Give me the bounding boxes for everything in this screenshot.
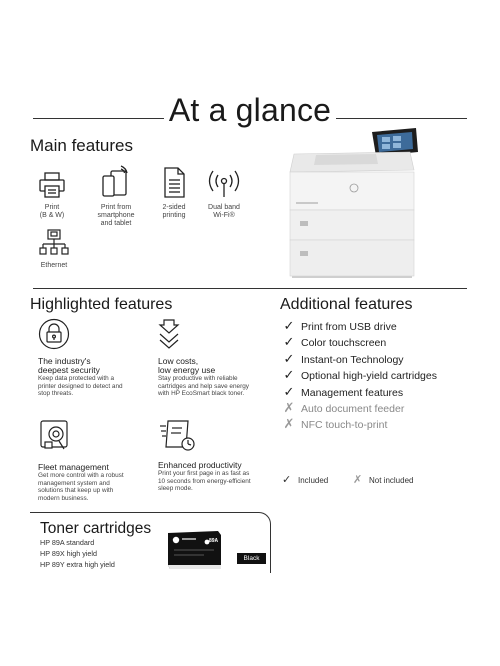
printer-icon xyxy=(37,170,67,200)
additional-item-label: NFC touch-to-print xyxy=(301,419,388,431)
feature-wifi xyxy=(194,168,254,220)
feature-label: Ethernet xyxy=(40,262,68,269)
additional-item-label: Optional high-yield cartridges xyxy=(301,370,437,382)
highlight-desc: Stay productive with reliable cartridges and help save energy with HP EcoSmart black toner. xyxy=(158,375,249,398)
toner-box-label: 89A xyxy=(209,538,219,544)
fast-first-page-icon xyxy=(158,418,196,452)
highlight-title: Enhanced productivity xyxy=(158,460,242,470)
feature-label: 2-sided printing xyxy=(162,204,186,219)
additional-item-label: Color touchscreen xyxy=(301,337,387,349)
check-icon: ✓ xyxy=(283,384,295,399)
document-icon xyxy=(159,165,189,200)
touchscreen-panel xyxy=(372,128,418,156)
cross-icon: ✗ xyxy=(283,400,295,415)
additional-item xyxy=(282,351,404,367)
wifi-signal-icon xyxy=(206,168,242,200)
legend-included xyxy=(282,474,328,487)
check-icon: ✓ xyxy=(283,351,295,366)
toner-line: HP 89A standard xyxy=(40,538,95,547)
highlight-desc: Keep data protected with a printer designed to detect and stop threats. xyxy=(38,375,123,398)
check-icon: ✓ xyxy=(282,474,292,486)
highlight-desc: Print your first page in as fast as 10 seconds from energy-efficient sleep mode. xyxy=(158,470,251,493)
additional-item-label: Print from USB drive xyxy=(301,321,397,333)
additional-item-label: Instant-on Technology xyxy=(301,354,404,366)
device-management-icon xyxy=(38,418,72,452)
additional-item xyxy=(282,384,403,400)
ethernet-network-icon xyxy=(39,228,69,258)
additional-item xyxy=(282,367,437,383)
feature-label: Print (B & W) xyxy=(39,204,65,219)
highlight-title: Fleet management xyxy=(38,462,109,472)
feature-label: Dual band Wi-Fi® xyxy=(208,204,240,219)
cross-icon: ✗ xyxy=(353,474,363,486)
page-title: At a glance xyxy=(168,92,332,128)
lock-icon xyxy=(38,318,70,350)
highlight-security xyxy=(38,318,148,398)
stacked-downward-arrows-icon xyxy=(158,318,180,350)
header-rule-right xyxy=(336,118,467,119)
toner-box-image xyxy=(166,529,223,571)
highlight-title: The industry's deepest security xyxy=(38,356,100,375)
toner-line: HP 89X high yield xyxy=(40,549,98,558)
legend-not-included xyxy=(353,474,413,487)
additional-item-label: Auto document feeder xyxy=(301,403,405,415)
additional-item-label: Management features xyxy=(301,387,404,399)
highlight-costs xyxy=(158,318,273,398)
additional-item xyxy=(282,334,386,350)
highlight-fleet xyxy=(38,418,153,502)
highlighted-features-title: Highlighted features xyxy=(30,296,173,313)
check-icon: ✓ xyxy=(283,334,295,349)
additional-item xyxy=(282,318,397,334)
toner-color-label: Black xyxy=(243,555,260,562)
check-icon: ✓ xyxy=(283,318,295,333)
toner-line: HP 89Y extra high yield xyxy=(40,560,115,569)
main-features-title: Main features xyxy=(30,136,133,155)
feature-ethernet xyxy=(24,228,84,270)
highlight-title: Low costs, low energy use xyxy=(158,356,216,375)
legend-label: Not included xyxy=(369,476,414,485)
check-icon: ✓ xyxy=(283,367,295,382)
legend-label: Included xyxy=(298,476,329,485)
highlight-productivity xyxy=(158,418,276,493)
additional-item xyxy=(282,400,404,416)
additional-features-title: Additional features xyxy=(280,296,413,313)
additional-item xyxy=(282,416,387,432)
feature-label: Print from smartphone and tablet xyxy=(97,204,135,227)
smartphone-tablet-icon xyxy=(99,163,133,200)
feature-mobile xyxy=(86,163,146,228)
highlight-desc: Get more control with a robust management system and solutions that keep up with modern business. xyxy=(38,472,124,502)
toner-title: Toner cartridges xyxy=(40,519,154,539)
toner-color-swatch xyxy=(237,553,266,564)
printer-image xyxy=(286,124,420,279)
feature-print xyxy=(22,170,82,220)
cross-icon: ✗ xyxy=(283,416,295,431)
section-divider xyxy=(33,288,467,289)
